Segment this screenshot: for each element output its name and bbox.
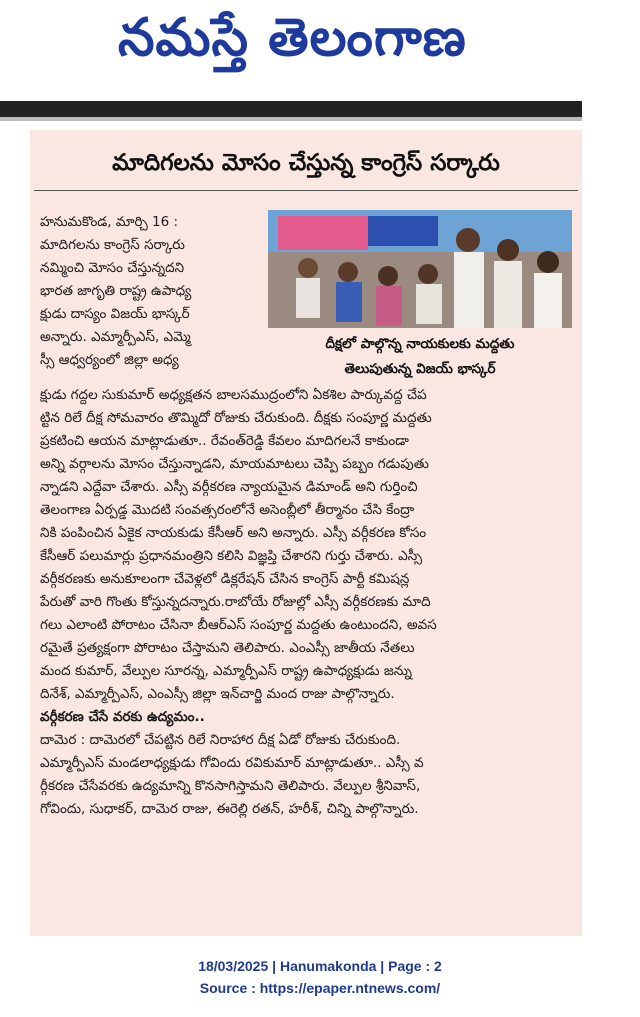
article-line: నికి పంపించిన ఏకైక నాయకుడు కేసీఆర్ అని అన్నారు. ఎస్సీ వర్గీకరణ కోసం [40, 525, 427, 541]
article-line: దామెర : దామెరలో చేపట్టిన రిలే నిరాహార దీక్ష ఏడో రోజుకు చేరుకుంది. [40, 732, 401, 748]
article-line: దినేశ్, ఎమ్మార్పీఎస్, ఎంఎస్సీ జిల్లా ఇన్‌చార్జి మంద రాజు పాల్గొన్నారు. [40, 686, 395, 702]
photo-caption [268, 332, 572, 382]
article-line: ర్గీకరణ చేసేవరకు ఉద్యమాన్ని కొనసాగిస్తామని తెలిపారు. వేల్పుల శ్రీనివాస్, [40, 778, 421, 794]
article-line: ఎమ్మార్పీఎస్ మండలాధ్యక్షుడు గోవిందు రవికుమార్ మాట్లాడుతూ.. ఎస్సీ వ [40, 755, 424, 771]
footer-date-edition: 18/03/2025 | Hanumakonda | Page : 2 [198, 958, 442, 974]
article-line: స్సీ ఆధ్వర్యంలో జిల్లా అధ్య [40, 352, 179, 368]
article-line: అన్ని వర్గాలను మోసం చేస్తున్నాడని, మాయమాటలు చెప్పి పబ్బం గడుపుతు [40, 456, 429, 472]
article-line: న్నాడని ఎద్దేవా చేశారు. ఎస్సీ వర్గీకరణ న్యాయమైన డిమాండ్ అని గుర్తించి [40, 479, 418, 495]
article-line: పేరుతో వారి గొంతు కోస్తున్నదన్నారు.రాబోయే రోజుల్లో ఎస్సీ వర్గీకరణకు మాది [40, 594, 431, 610]
article-line: మాదిగలను కాంగ్రెస్ సర్కారు [40, 237, 185, 253]
article-column-text [40, 211, 258, 372]
article-line: అన్నారు. ఎమ్మార్పీఎస్, ఎమ్మె [40, 329, 191, 345]
article-line: కేసీఆర్ పలుమార్లు ప్రధానమంత్రిని కలిసి విజ్ఞప్తి చేశారని గుర్తు చేశారు. ఎస్సీ [40, 548, 423, 564]
article-line: నమ్మించి మోసం చేస్తున్నదని [40, 260, 185, 276]
article-line: హనుమకొండ, మార్చి 16 : [40, 214, 179, 230]
article-line: భారత జాగృతి రాష్ట్ర ఉపాధ్య [40, 283, 192, 299]
article-line: మంద కుమార్, వేల్పుల సూరన్న, ఎమ్మార్పీఎస్ రాష్ట్ర ఉపాధ్యక్షుడు జన్ను [40, 663, 412, 679]
masthead-rule [0, 101, 582, 117]
article-line: వర్గీకరణకు అనుకూలంగా చేవెళ్లలో డిక్లరేషన్ చేసిన కాంగ్రెస్ పార్టీ కమిషన్ల [40, 571, 410, 587]
article-line: క్షుడు గద్దల సుకుమార్ అధ్యక్షతన బాలసముద్రంలోని ఏకశిల పార్కువద్ద చేప [40, 387, 427, 403]
caption-line: తెలుపుతున్న విజయ్ భాస్కర్ [344, 361, 496, 377]
article-body-text [40, 384, 574, 821]
caption-line: దీక్షలో పాల్గొన్న నాయకులకు మద్దతు [325, 336, 515, 352]
news-photo [268, 210, 572, 328]
article-line: ప్రకటించి ఆయన మాట్లాడుతూ.. రేవంత్‌రెడ్డి కేవలం మాదిగలనే కాకుండా [40, 433, 409, 449]
article-line: గలు ఎలాంటి పోరాటం చేసినా బీఆర్ఎస్ సంపూర్ణ మద్దతు ఉంటుందని, అవస [40, 617, 437, 633]
article-line: తెలంగాణ ఏర్పడ్డ మొదటి సంవత్సరంలోనే అసెంబ్లీలో తీర్మానం చేసి కేంద్రా [40, 502, 415, 518]
article-subheading: వర్గీకరణ చేసే వరకు ఉద్యమం.. [40, 709, 205, 725]
masthead-rule-shadow [0, 117, 582, 121]
article-line: రమైతే ప్రత్యక్షంగా పోరాటం చేస్తామని తెలిపారు. ఎంఎస్సీ జాతీయ నేతలు [40, 640, 415, 656]
masthead [0, 0, 640, 100]
article-headline: మాదిగలను మోసం చేస్తున్న కాంగ్రెస్ సర్కారు [112, 150, 500, 176]
article-line: గోవిందు, సుధాకర్, దామెర రాజు, ఈరెల్లి రతన్, హరీశ్, చిన్ని పాల్గొన్నారు. [40, 801, 419, 817]
newspaper-logo-title: నమస్తే తెలంగాణ [118, 8, 467, 68]
headline-divider [34, 190, 578, 191]
article-line: ట్టిన రిలే దీక్ష సోమవారం తొమ్మిదో రోజుకు చేరుకుంది. దీక్షకు సంపూర్ణ మద్దతు [40, 410, 432, 426]
article-line: క్షుడు దాస్యం విజయ్ భాస్కర్ [40, 306, 190, 322]
footer-source: Source : https://epaper.ntnews.com/ [199, 980, 441, 996]
